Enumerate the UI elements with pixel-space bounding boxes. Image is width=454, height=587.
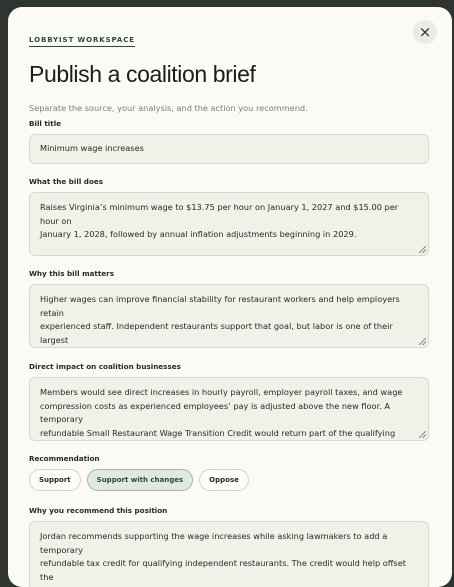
why-recommend-textarea[interactable]: [29, 521, 429, 587]
bill-does-label: What the bill does: [29, 177, 104, 186]
why-matters-line: Higher wages can improve financial stability for restaurant workers and help employers retain: [40, 294, 400, 318]
why-matters-line: [40, 347, 418, 348]
why-recommend-line: refundable tax credit for qualifying independent restaurants. The credit would help offset the: [40, 558, 406, 582]
direct-impact-label: Direct impact on coalition businesses: [29, 362, 181, 371]
direct-impact-line: Members would see direct increases in hourly payroll, employer payroll taxes, and wage: [40, 387, 403, 397]
bill-title-label: Bill title: [29, 119, 62, 128]
direct-impact-line: refundable Small Restaurant Wage Transition Credit would return part of the qualifying: [40, 427, 396, 438]
why-recommend-group: [29, 506, 429, 587]
recommendation-oppose-button[interactable]: Oppose: [199, 469, 249, 491]
why-recommend-label: Why you recommend this position: [29, 506, 168, 515]
bill-does-group: [29, 177, 429, 256]
recommendation-options: [29, 469, 249, 491]
resize-handle-icon[interactable]: [419, 431, 426, 438]
why-matters-line: experienced staff. Independent restaurants support that goal, but labor is one of their largest: [40, 321, 393, 345]
bill-does-line: Raises Virginia’s minimum wage to $13.75 per hour on January 1, 2027 and $15.00 per hour on: [40, 202, 399, 226]
dialog-subtitle: Separate the source, your analysis, and the action you recommend.: [29, 103, 308, 113]
why-matters-textarea[interactable]: [29, 284, 429, 348]
bill-title-input[interactable]: [29, 134, 429, 164]
close-button[interactable]: [413, 20, 437, 44]
recommendation-support-button[interactable]: Support: [29, 469, 81, 491]
recommendation-label: Recommendation: [29, 454, 100, 463]
bill-title-group: [29, 119, 429, 164]
resize-handle-icon[interactable]: [419, 338, 426, 345]
why-matters-group: [29, 269, 429, 348]
close-icon: ×: [418, 23, 432, 41]
direct-impact-textarea[interactable]: [29, 377, 429, 441]
recommendation-support-with-changes-button[interactable]: Support with changes: [87, 469, 194, 491]
resize-handle-icon[interactable]: [419, 246, 426, 253]
bill-does-line: January 1, 2028, followed by annual inflation adjustments beginning in 2029.: [40, 229, 357, 240]
bill-title-value: Minimum wage increases: [40, 143, 144, 154]
why-matters-label: Why this bill matters: [29, 269, 114, 278]
workspace-label: LOBBYIST WORKSPACE: [29, 36, 135, 47]
direct-impact-line: compression costs as experienced employees’ pay is adjusted above the new floor. A temporary: [40, 400, 390, 425]
why-recommend-line: Jordan recommends supporting the wage increases while asking lawmakers to add a temporary: [40, 531, 388, 555]
direct-impact-group: [29, 362, 429, 441]
publish-brief-dialog: [8, 7, 452, 587]
dialog-title: Publish a coalition brief: [29, 61, 256, 87]
recommendation-group: [29, 454, 249, 491]
bill-does-textarea[interactable]: [29, 192, 429, 256]
